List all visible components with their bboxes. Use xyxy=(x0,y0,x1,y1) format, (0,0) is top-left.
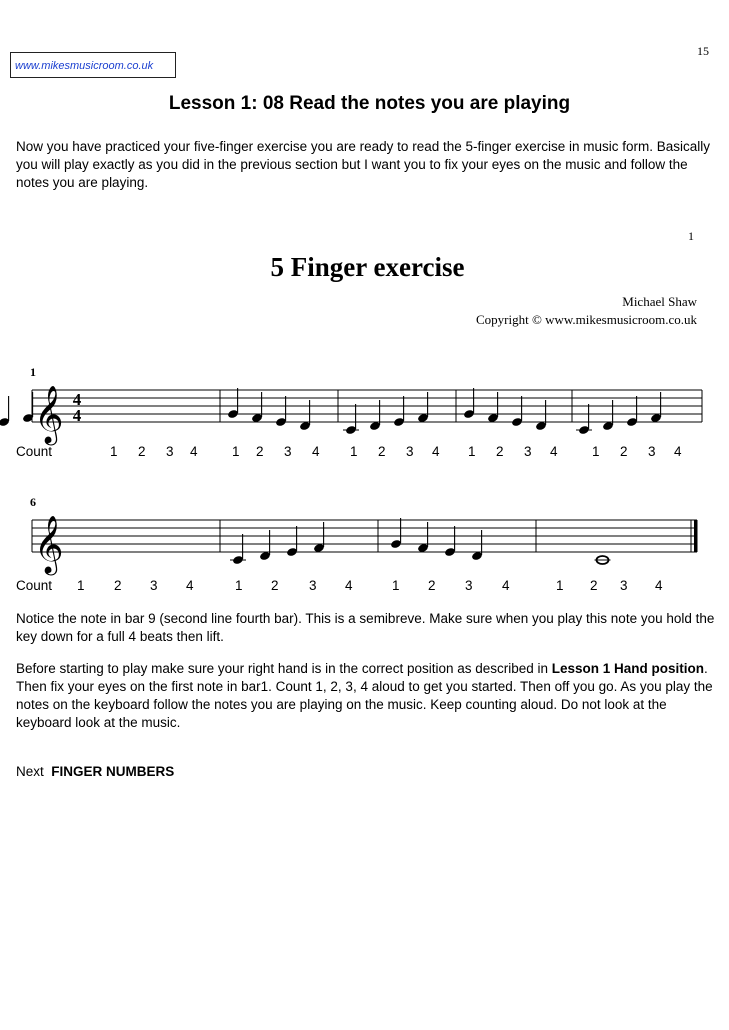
count-number: 2 xyxy=(256,444,264,459)
count-row-1 xyxy=(0,444,729,462)
next-prefix: Next xyxy=(16,764,44,779)
intro-paragraph: Now you have practiced your five-finger exercise you are ready to read the 5-finger exercise in music form. Basically you will play exactly as you did in the previous section but I want you to fix your eyes on the music and follow the notes you are playing. xyxy=(16,139,711,190)
count-number: 2 xyxy=(114,578,122,593)
count-number: 3 xyxy=(465,578,473,593)
count-number: 3 xyxy=(166,444,174,459)
sheet-title: 5 Finger exercise xyxy=(270,252,465,282)
count-number: 2 xyxy=(271,578,279,593)
count-number: 1 xyxy=(350,444,358,459)
measure-number: 6 xyxy=(30,495,36,509)
music-staff-system-2 xyxy=(0,490,729,580)
count-number: 3 xyxy=(648,444,656,459)
final-barline xyxy=(694,520,698,552)
count-number: 3 xyxy=(406,444,414,459)
count-number: 2 xyxy=(620,444,628,459)
count-number: 2 xyxy=(496,444,504,459)
count-number: 1 xyxy=(392,578,400,593)
site-url-box[interactable]: www.mikesmusicroom.co.uk xyxy=(10,52,176,78)
copyright: Copyright © www.mikesmusicroom.co.uk xyxy=(476,312,697,327)
hand-position-link[interactable]: Lesson 1 Hand position xyxy=(551,661,705,676)
count-number: 4 xyxy=(550,444,558,459)
page-number: 15 xyxy=(697,44,709,58)
music-staff-system-1 xyxy=(0,360,729,450)
count-number: 4 xyxy=(312,444,320,459)
count-number: 2 xyxy=(378,444,386,459)
instructions-text-1: Before starting to play make sure your right hand is in the correct position as described in xyxy=(16,661,552,676)
count-label: Count xyxy=(16,444,53,459)
lesson-title: Lesson 1: 08 Read the notes you are playing xyxy=(168,93,571,114)
treble-clef-icon: 𝄞 xyxy=(34,515,64,573)
count-number: 2 xyxy=(428,578,436,593)
time-signature-bottom: 4 xyxy=(72,406,82,425)
count-number: 1 xyxy=(110,444,118,459)
notice-paragraph: Notice the note in bar 9 (second line fourth bar). This is a semibreve. Make sure when you play this note you hold the key down for a full 4 beats then lift. xyxy=(16,611,715,644)
count-number: 3 xyxy=(284,444,292,459)
count-number: 1 xyxy=(77,578,85,593)
count-label: Count xyxy=(16,578,53,593)
composer: Michael Shaw xyxy=(622,294,697,309)
count-number: 4 xyxy=(345,578,353,593)
count-number: 4 xyxy=(674,444,682,459)
count-number: 2 xyxy=(590,578,598,593)
instructions-text-2: . Then fix your eyes on the first note in bar1. Count 1, 2, 3, 4 aloud to get you started. Then off you go. As you play the notes on the keyboard follow the notes you are playing on the music. Keep counting aloud. Do not look at the keyboard look at the music. xyxy=(16,661,713,730)
count-number: 2 xyxy=(138,444,146,459)
count-number: 4 xyxy=(186,578,194,593)
count-number: 1 xyxy=(468,444,476,459)
count-number: 3 xyxy=(524,444,532,459)
treble-clef-icon: 𝄞 xyxy=(34,385,64,443)
count-number: 3 xyxy=(620,578,628,593)
count-number: 1 xyxy=(235,578,243,593)
count-number: 3 xyxy=(150,578,158,593)
sheet-page-number: 1 xyxy=(688,229,694,243)
count-number: 3 xyxy=(309,578,317,593)
instructions-paragraph xyxy=(16,660,716,732)
count-number: 4 xyxy=(655,578,663,593)
count-number: 4 xyxy=(190,444,198,459)
count-number: 1 xyxy=(232,444,240,459)
count-number: 1 xyxy=(556,578,564,593)
count-row-2 xyxy=(0,578,729,596)
next-navigation xyxy=(16,764,174,779)
measure-number: 1 xyxy=(30,365,36,379)
time-signature-top: 4 xyxy=(72,390,82,409)
next-link-finger-numbers[interactable]: FINGER NUMBERS xyxy=(51,764,175,779)
count-number: 1 xyxy=(592,444,600,459)
count-number: 4 xyxy=(502,578,510,593)
count-number: 4 xyxy=(432,444,440,459)
